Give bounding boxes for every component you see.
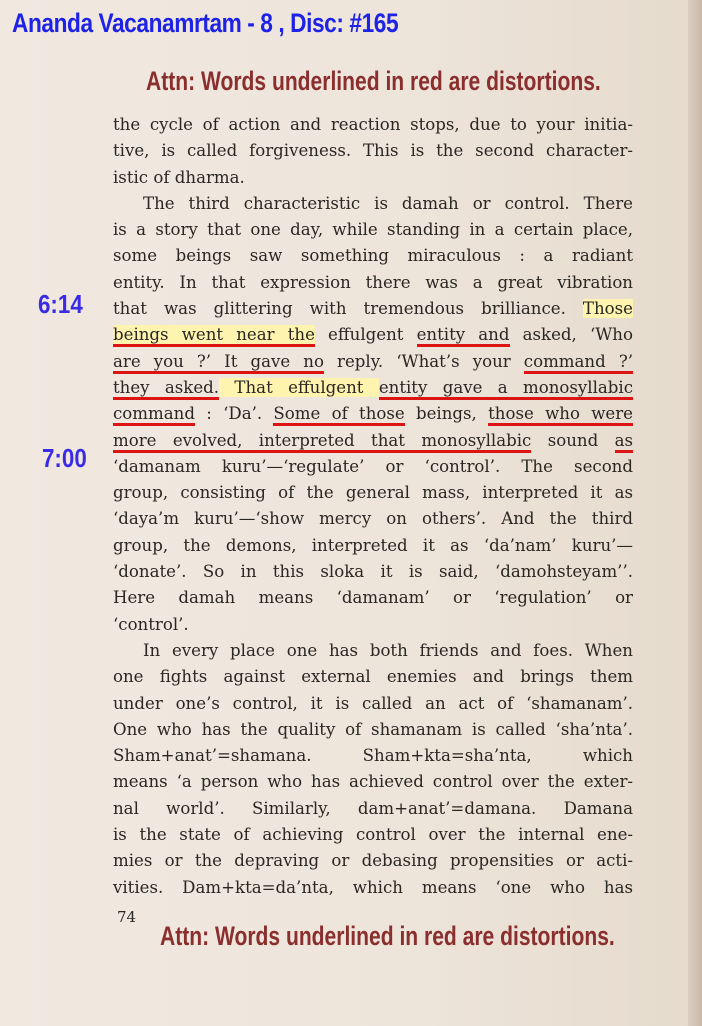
highlighted-phrase: Those bbox=[582, 299, 633, 319]
text-run: reply. ‘What’s your bbox=[323, 351, 524, 371]
distortion-underline: command bbox=[113, 404, 195, 426]
text-line: group, consisting of the general mass, interpreted it as bbox=[113, 483, 633, 503]
text-run: asked, ‘Who bbox=[509, 325, 633, 345]
highlighted-phrase: That effulgent bbox=[219, 377, 379, 397]
text-line bbox=[113, 401, 633, 427]
text-line: is a story that one day, while standing in a certain place, bbox=[113, 220, 633, 240]
distortion-underline: are you ?’ It gave no bbox=[113, 352, 324, 374]
timestamp-1: 6:14 bbox=[38, 289, 83, 319]
text-run: that was glittering with tremendous brilliance. bbox=[113, 299, 583, 319]
text-line: One who has the quality of shamanam is called ‘sha’nta’. bbox=[113, 719, 633, 739]
text-line: means ‘a person who has achieved control over the exter- bbox=[113, 772, 633, 792]
text-line: nal world’. Similarly, dam+anat’=damana. Damana bbox=[113, 798, 633, 818]
text-line bbox=[113, 428, 633, 454]
page-spine-shadow bbox=[688, 0, 702, 1026]
text-line bbox=[113, 349, 633, 375]
distortion-underline: as bbox=[615, 431, 633, 453]
text-line: is the state of achieving control over the internal ene- bbox=[113, 825, 633, 845]
text-line: Here damah means ‘damanam’ or ‘regulation’ or bbox=[113, 588, 633, 608]
distortion-underline: entity and bbox=[417, 325, 510, 347]
distortion-underline: those who were bbox=[488, 404, 633, 426]
text-line: Sham+anat’=shamana. Sham+kta=sha’nta, which bbox=[113, 746, 633, 766]
text-run: sound bbox=[531, 430, 615, 450]
attention-note-top: Attn: Words underlined in red are distortions. bbox=[146, 66, 601, 96]
text-line: ‘control’. bbox=[113, 614, 189, 634]
disc-title: Ananda Vacanamrtam - 8 , Disc: #165 bbox=[12, 8, 399, 38]
text-run: effulgent bbox=[314, 325, 417, 345]
timestamp-2: 7:00 bbox=[42, 443, 87, 473]
text-line: ‘daya’m kuru’—‘show mercy on others’. And the third bbox=[113, 509, 633, 529]
text-line: tive, is called forgiveness. This is the second character- bbox=[113, 141, 633, 161]
text-line: the cycle of action and reaction stops, due to your initia- bbox=[113, 115, 633, 134]
distortion-underline: entity gave a monosyllabic bbox=[379, 378, 633, 400]
text-run: : ‘Da’. bbox=[194, 404, 274, 424]
text-line: ‘donate’. So in this sloka it is said, ‘damohsteyam’’. bbox=[113, 562, 633, 582]
text-line bbox=[113, 375, 633, 401]
text-line bbox=[113, 296, 633, 322]
text-line: one fights against external enemies and brings them bbox=[113, 667, 633, 687]
distortion-underline: more evolved, interpreted that monosyllabic bbox=[113, 431, 531, 453]
text-line bbox=[113, 322, 633, 348]
text-line: istic of dharma. bbox=[113, 167, 245, 187]
text-line: The third characteristic is damah or control. There bbox=[143, 193, 633, 213]
text-line: group, the demons, interpreted it as ‘da’nam’ kuru’— bbox=[113, 535, 633, 555]
text-line: ‘damanam kuru’—‘regulate’ or ‘control’. The second bbox=[113, 456, 633, 476]
text-line: some beings saw something miraculous : a radiant bbox=[113, 246, 633, 266]
text-line: vities. Dam+kta=da’nta, which means ‘one who has bbox=[113, 877, 633, 897]
distortion-underline: command ?’ bbox=[524, 352, 633, 374]
text-line: under one’s control, it is called an act of ‘shamanam’. bbox=[113, 693, 633, 713]
page-number: 74 bbox=[117, 908, 137, 926]
text-run: beings, bbox=[404, 404, 489, 424]
distortion-underline: Some of those bbox=[273, 404, 404, 426]
page-text bbox=[113, 112, 633, 901]
text-line: In every place one has both friends and foes. When bbox=[143, 640, 633, 660]
text-line: entity. In that expression there was a great vibration bbox=[113, 272, 633, 292]
distortion-underline: beings went near the bbox=[113, 325, 315, 347]
attention-note-bottom: Attn: Words underlined in red are distortions. bbox=[160, 921, 615, 951]
distortion-underline: they asked. bbox=[113, 378, 219, 400]
text-line: mies or the depraving or debasing propensities or acti- bbox=[113, 851, 633, 871]
